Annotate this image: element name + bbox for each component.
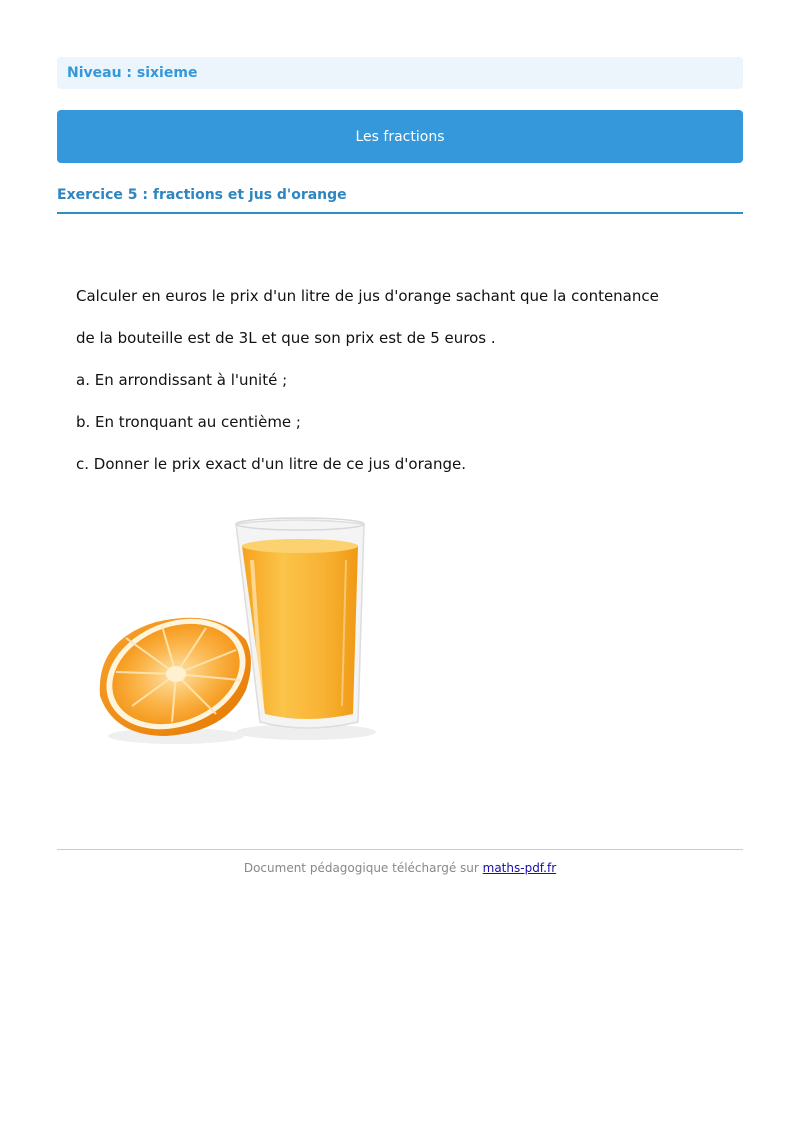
chapter-title: Les fractions [355,128,445,145]
orange-juice-illustration [76,510,400,764]
question-a: a. En arrondissant à l'unité ; [76,371,288,389]
exercise-heading-text: Exercice 5 : fractions et jus d'orange [57,187,347,203]
glass-of-juice [236,518,364,728]
footer [57,861,743,875]
question-c: c. Donner le prix exact d'un litre de ce jus d'orange. [76,455,466,473]
chapter-title-banner [57,110,743,163]
level-label: Niveau : sixieme [67,65,198,81]
exercise-heading [57,185,743,214]
level-banner [57,57,743,89]
statement-line-2: de la bouteille est de 3L et que son prix est de 5 euros . [76,329,496,347]
footer-site-link[interactable]: maths-pdf.fr [482,861,557,875]
question-b: b. En tronquant au centième ; [76,413,301,431]
statement-line-1: Calculer en euros le prix d'un litre de jus d'orange sachant que la contenance [76,287,659,305]
footer-text: Document pédagogique téléchargé sur [243,861,483,875]
exercise-statement [76,282,736,492]
half-orange [90,599,262,749]
footer-divider [57,849,743,850]
